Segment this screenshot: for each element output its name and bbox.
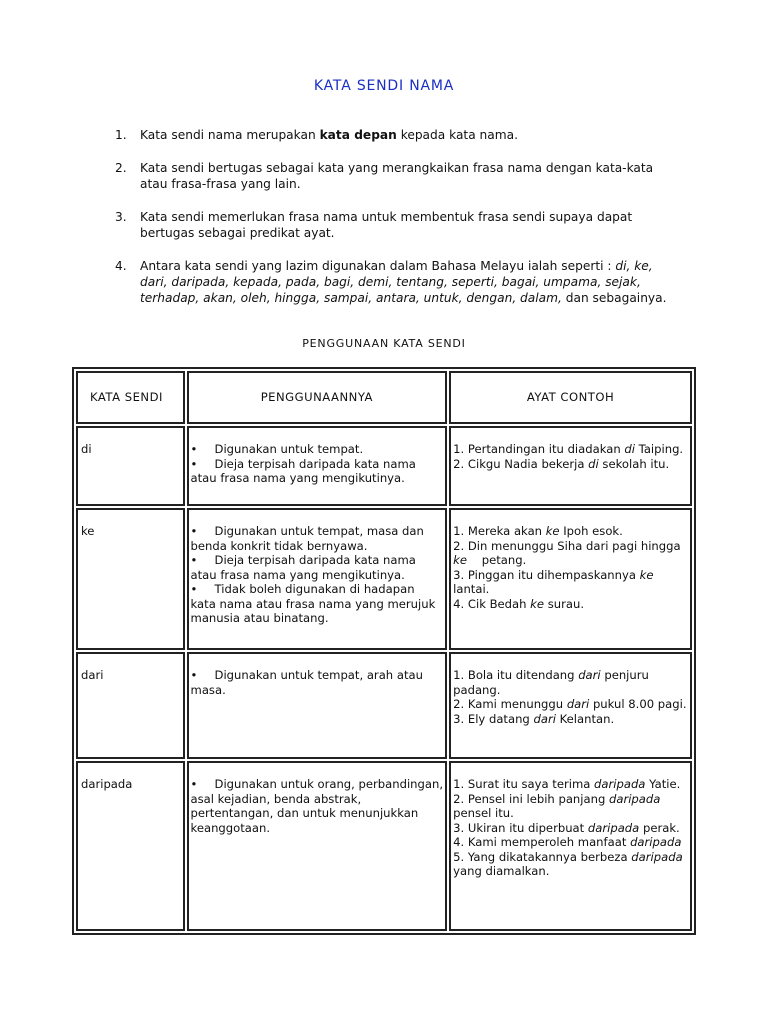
- example-kata-sendi: dari: [578, 668, 601, 682]
- example-text: 1. Surat itu saya terima: [453, 777, 595, 791]
- example-text: pensel itu.: [453, 791, 665, 820]
- item-italic-text: di, ke, dari, daripada, kepada, pada, bagi, demi, tentang, seperti, bagai, umpama, sejak, terhadap, akan, oleh, hingga, sampai, antara, untuk, dengan, dalam,: [140, 259, 653, 305]
- example-text: 1. Pertandingan itu diadakan: [453, 442, 625, 456]
- definition-list: [110, 127, 670, 323]
- example-sentence: [453, 597, 688, 612]
- page-title: KATA SENDI NAMA: [313, 78, 455, 94]
- example-kata-sendi: daripada: [608, 791, 661, 806]
- bullet-icon: •: [190, 668, 198, 682]
- cell-ayat-contoh: [449, 761, 709, 931]
- example-text: 1. Bola itu ditendang: [453, 668, 579, 682]
- example-kata-sendi: ke: [545, 524, 560, 538]
- header-kata-sendi: KATA SENDI: [76, 371, 185, 424]
- cell-penggunaan: [187, 426, 448, 506]
- example-text: perak.: [639, 820, 680, 835]
- example-text: 3. Pinggan itu dihempaskannya: [453, 567, 640, 582]
- table-row: [76, 426, 692, 506]
- item-text: Kata sendi nama merupakan: [140, 128, 320, 142]
- bullet-icon: •: [190, 582, 198, 596]
- example-text: 1. Mereka akan: [453, 524, 546, 538]
- example-sentence: [453, 524, 688, 539]
- example-sentence: [453, 539, 688, 568]
- kata-sendi-word: daripada: [81, 777, 133, 791]
- cell-ayat-contoh: [449, 508, 692, 650]
- header-penggunaannya: PENGGUNAANNYA: [187, 371, 448, 424]
- example-text: Taiping.: [634, 442, 684, 456]
- cell-kata-sendi: [76, 508, 185, 650]
- cell-kata-sendi: [76, 426, 185, 506]
- item-text: dan sebagainya.: [561, 291, 667, 305]
- table-row: [76, 508, 692, 650]
- example-kata-sendi: daripada: [630, 835, 682, 849]
- usage-text: Digunakan untuk tempat.: [214, 442, 364, 456]
- example-text: petang.: [466, 553, 527, 567]
- example-text: 2. Kami menunggu: [453, 697, 567, 711]
- example-kata-sendi: di: [624, 442, 635, 456]
- example-text: sekolah itu.: [598, 456, 670, 471]
- example-sentence: [453, 777, 688, 792]
- example-kata-sendi: daripada: [631, 849, 683, 864]
- example-text: 5. Yang dikatakannya berbeza: [453, 849, 632, 864]
- example-sentence: [453, 821, 688, 836]
- usage-text: Dieja terpisah daripada kata nama atau frasa nama yang mengikutinya.: [190, 456, 416, 485]
- usage-bullet: [191, 457, 444, 486]
- example-text: surau.: [544, 596, 585, 611]
- example-sentence: [453, 668, 688, 697]
- example-text: 2. Cikgu Nadia bekerja: [453, 456, 589, 471]
- example-kata-sendi: di: [588, 456, 599, 471]
- example-kata-sendi: ke: [639, 567, 654, 582]
- example-kata-sendi: ke: [530, 596, 545, 611]
- bullet-icon: •: [190, 442, 198, 456]
- example-sentence: [453, 792, 688, 821]
- cell-kata-sendi: [76, 761, 185, 931]
- usage-text: Dieja terpisah daripada kata nama atau frasa nama yang mengikutinya.: [190, 553, 416, 582]
- example-text: 3. Ukiran itu diperbuat: [453, 820, 588, 835]
- cell-ayat-contoh: [449, 426, 692, 506]
- table-header-row: [76, 371, 692, 424]
- item-number: 3.: [115, 210, 127, 224]
- example-sentence: [453, 697, 688, 712]
- usage-bullet: [191, 442, 444, 457]
- list-item: [110, 127, 670, 143]
- example-text: Kelantan.: [555, 711, 615, 726]
- kata-sendi-word: di: [81, 442, 92, 456]
- example-sentence: [453, 835, 688, 850]
- usage-table: [72, 367, 709, 935]
- example-text: pukul 8.00 pagi.: [589, 697, 687, 711]
- table-row: [76, 652, 692, 759]
- cell-kata-sendi: [76, 652, 185, 759]
- bullet-icon: •: [190, 456, 198, 471]
- example-kata-sendi: dari: [533, 711, 556, 726]
- bullet-icon: •: [190, 553, 198, 567]
- usage-bullet: [191, 553, 444, 582]
- example-sentence: [453, 849, 709, 879]
- example-sentence: [453, 568, 688, 597]
- example-text: Ipoh esok.: [559, 524, 623, 538]
- list-item: [110, 160, 670, 192]
- section-subtitle: PENGGUNAAN KATA SENDI: [302, 337, 466, 350]
- example-text: lantai.: [453, 567, 658, 596]
- usage-text: Tidak boleh digunakan di hadapan kata nama atau frasa nama yang merujuk manusia atau binatang.: [190, 582, 436, 625]
- example-text: Yatie.: [645, 777, 681, 791]
- item-number: 2.: [115, 161, 127, 175]
- list-item: [110, 209, 670, 241]
- kata-sendi-word: ke: [81, 524, 95, 538]
- list-item: [110, 258, 670, 306]
- item-text: Antara kata sendi yang lazim digunakan dalam Bahasa Melayu ialah seperti :: [140, 259, 616, 273]
- bullet-icon: •: [190, 524, 198, 538]
- example-sentence: [453, 457, 688, 472]
- kata-sendi-word: dari: [81, 668, 104, 682]
- item-text: Kata sendi bertugas sebagai kata yang merangkaikan frasa nama dengan kata-kata atau frasa-frasa yang lain.: [140, 161, 654, 191]
- usage-text: Digunakan untuk orang, perbandingan, asal kejadian, benda abstrak, pertentangan, dan untuk menunjukkan keanggotaan.: [190, 777, 444, 835]
- example-text: 2. Din menunggu Siha dari pagi hingga: [453, 538, 681, 553]
- example-sentence: [453, 712, 688, 727]
- example-kata-sendi: ke: [453, 553, 467, 567]
- usage-bullet: [191, 777, 444, 835]
- usage-bullet: [191, 582, 444, 626]
- example-text: yang diamalkan.: [453, 849, 709, 878]
- cell-ayat-contoh: [449, 652, 692, 759]
- item-number: 4.: [115, 259, 127, 273]
- example-sentence: [453, 442, 688, 457]
- table-row: [76, 761, 692, 931]
- cell-penggunaan: [187, 652, 448, 759]
- example-text: 4. Cik Bedah: [453, 596, 531, 611]
- example-kata-sendi: daripada: [587, 820, 640, 835]
- example-text: penjuru padang.: [453, 668, 653, 697]
- cell-penggunaan: [187, 508, 448, 650]
- example-text: 4. Kami memperoleh manfaat: [453, 835, 631, 849]
- bullet-icon: •: [190, 777, 198, 791]
- example-kata-sendi: daripada: [594, 777, 646, 791]
- usage-bullet: [191, 524, 444, 553]
- usage-text: Digunakan untuk tempat, arah atau masa.: [190, 668, 423, 697]
- item-text: kepada kata nama.: [396, 128, 518, 142]
- example-text: 3. Ely datang: [453, 711, 534, 726]
- example-text: 2. Pensel ini lebih panjang: [453, 791, 609, 806]
- example-kata-sendi: dari: [566, 697, 590, 711]
- item-text: Kata sendi memerlukan frasa nama untuk membentuk frasa sendi supaya dapat bertugas sebagai predikat ayat.: [140, 210, 633, 240]
- usage-text: Digunakan untuk tempat, masa dan benda konkrit tidak bernyawa.: [190, 524, 424, 553]
- item-number: 1.: [115, 128, 127, 142]
- item-bold-text: kata depan: [319, 128, 397, 142]
- header-ayat-contoh: AYAT CONTOH: [449, 371, 692, 424]
- usage-bullet: [191, 668, 444, 697]
- cell-penggunaan: [187, 761, 448, 931]
